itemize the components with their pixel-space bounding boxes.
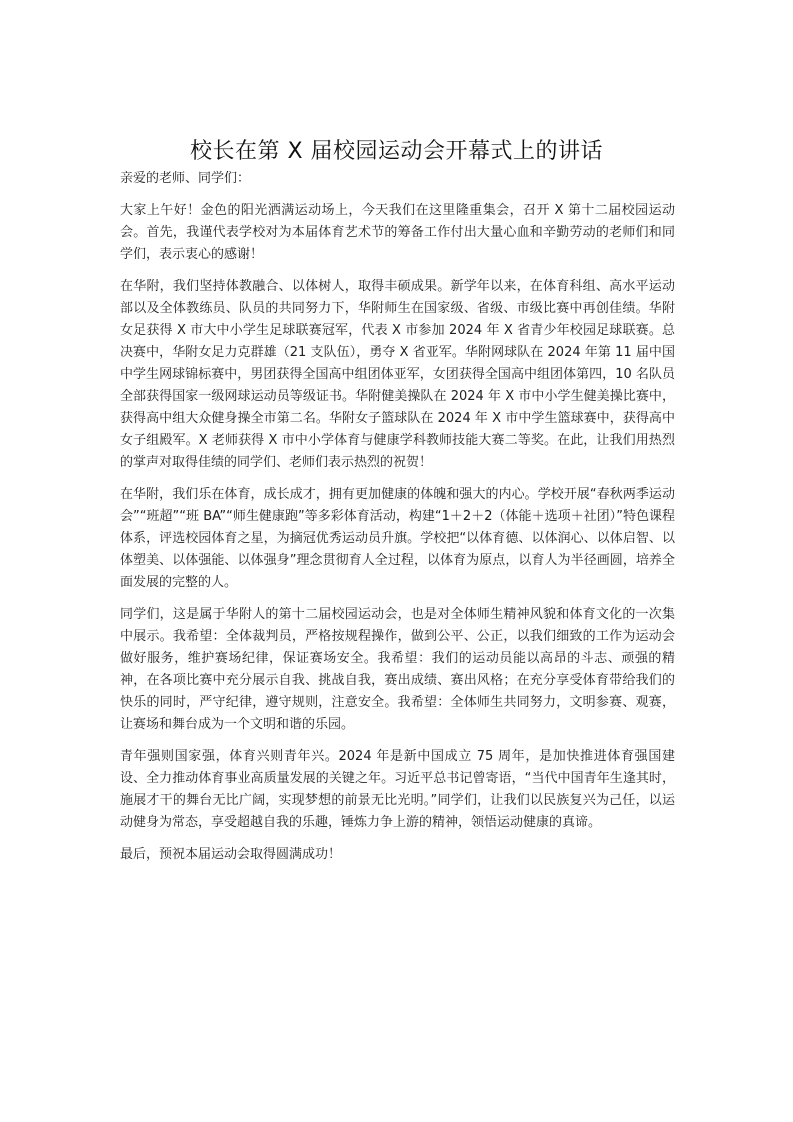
sports-culture-paragraph: 在华附，我们乐在体育，成长成才，拥有更加健康的体魄和强大的内心。学校开展“春秋两季运动会”“班超”“班 BA”“师生健康跑”等多彩体育活动，构建“1＋2＋2（体能＋选项＋社团）”特色课程体系，评选校园体育之星，为摘冠优秀运动员升旗。学校把“以体育德、以体润心、以体启智、以体塑美、以体强能、以体强身”理念贯彻育人全过程，以体育为原点，以育人为半径画圆，培养全面发展的完整的人。 (120, 487, 675, 590)
achievements-paragraph: 在华附，我们坚持体教融合、以体树人，取得丰硕成果。新学年以来，在体育科组、高水平运动部以及全体教练员、队员的共同努力下，华附师生在国家级、省级、市级比赛中再创佳绩。华附女足获得 X 市大中小学生足球联赛冠军，代表 X 市参加 2024 年 X 省青少年校园足球联赛。总决赛中，华附女足力克群雄（21 支队伍），勇夺 X 省亚军。华附网球队在 2024 年第 11 届中国中学生网球锦标赛中，男团获得全国高中组团体亚军，女团获得全国高中组团体第四，10 名队员全部获得国家一级网球运动员等级证书。华附健美操队在 2024 年 X 市中小学生健美操比赛中，获得高中组大众健身操全市第二名。华附女子篮球队在 2024 年 X 市中学生篮球赛中，获得高中女子组殿军。X 老师获得 X 市中小学体育与健康学科教师技能大赛二等奖。在此，让我们用热烈的掌声对取得佳绩的同学们、老师们表示热烈的祝贺！ (120, 279, 675, 470)
document-body (120, 168, 675, 876)
expectations-paragraph: 同学们，这是属于华附人的第十二届校园运动会，也是对全体师生精神风貌和体育文化的一次集中展示。我希望：全体裁判员，严格按规程操作，做到公平、公正，以我们细致的工作为运动会做好服务，维护赛场纪律，保证赛场安全。我希望：我们的运动员能以高昂的斗志、顽强的精神，在各项比赛中充分展示自我、挑战自我，赛出成绩、赛出风格；在充分享受体育带给我们的快乐的同时，严守纪律，遵守规则，注意安全。我希望：全体师生共同努力，文明参赛、观赛，让赛场和舞台成为一个文明和谐的乐园。 (120, 607, 675, 732)
greeting-paragraph: 大家上午好！金色的阳光洒满运动场上，今天我们在这里隆重集会，召开 X 第十二届校园运动会。首先，我谨代表学校对为本届体育艺术节的筹备工作付出大量心血和辛勤劳动的老师们和同学们，表示衷心的感谢！ (120, 203, 675, 262)
youth-paragraph: 青年强则国家强，体育兴则青年兴。2024 年是新中国成立 75 周年，是加快推进体育强国建设、全力推动体育事业高质量发展的关键之年。习近平总书记曾寄语，“当代中国青年生逢其时，施展才干的舞台无比广阔，实现梦想的前景无比光明。”同学们，让我们以民族复兴为己任，以运动健身为常态，享受超越自我的乐趣，锤炼力争上游的精神，领悟运动健康的真谛。 (120, 749, 675, 830)
closing-paragraph: 最后，预祝本届运动会取得圆满成功！ (120, 847, 342, 862)
salutation-paragraph: 亲爱的老师、同学们： (120, 171, 251, 186)
document-title: 校长在第 X 届校园运动会开幕式上的讲话 (189, 138, 604, 164)
